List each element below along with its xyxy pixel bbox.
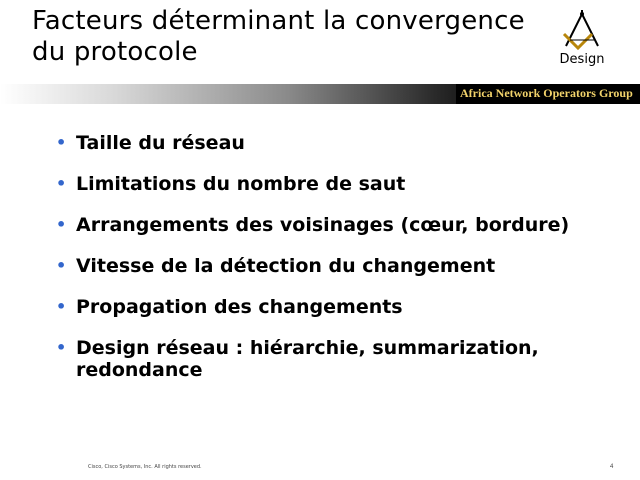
- list-item: [54, 214, 614, 236]
- org-banner-text: Africa Network Operators Group: [460, 86, 633, 100]
- compass-square-icon: [560, 10, 604, 52]
- bullet-icon: •: [56, 256, 67, 275]
- list-item: [54, 132, 614, 154]
- bullet-list: [54, 132, 614, 400]
- bullet-icon: •: [56, 133, 67, 152]
- bullet-text: Limitations du nombre de saut: [76, 173, 406, 195]
- bullet-icon: •: [56, 174, 67, 193]
- slide-title: Facteurs déterminant la convergence du protocole: [32, 6, 525, 67]
- list-item: [54, 173, 614, 195]
- bullet-text: Design réseau : hiérarchie, summarization, redondance: [76, 337, 539, 381]
- copyright-footer: Cisco, Cisco Systems, Inc. All rights reserved.: [88, 464, 202, 470]
- bullet-icon: •: [56, 297, 67, 316]
- list-item: [54, 296, 614, 318]
- page-number: 4: [610, 464, 614, 470]
- bullet-icon: •: [56, 338, 67, 357]
- list-item: [54, 337, 614, 381]
- bullet-text: Taille du réseau: [76, 132, 245, 154]
- bullet-text: Arrangements des voisinages (cœur, bordure): [76, 214, 570, 236]
- bullet-text: Vitesse de la détection du changement: [76, 255, 496, 277]
- bullet-text: Propagation des changements: [76, 296, 403, 318]
- list-item: [54, 255, 614, 277]
- bullet-icon: •: [56, 215, 67, 234]
- org-banner: [456, 84, 640, 104]
- design-badge-label: Design: [559, 52, 605, 67]
- design-badge: [554, 10, 610, 70]
